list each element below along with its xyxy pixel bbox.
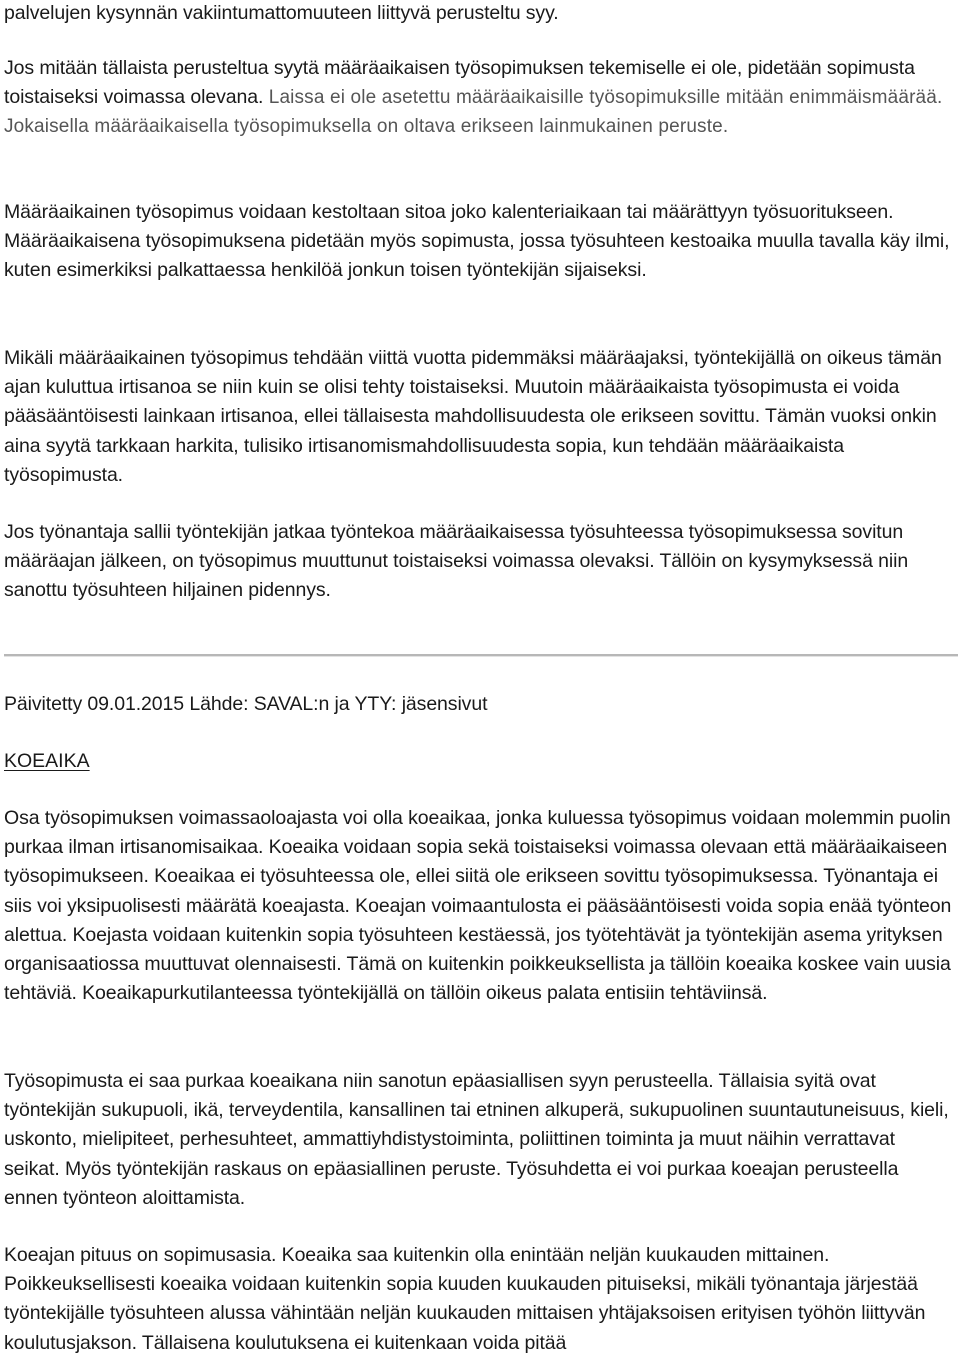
paragraph-improper-grounds: Työsopimusta ei saa purkaa koeaikana niin sanotun epäasiallisen syyn perusteella. Tällaisia syitä ovat työntekijän sukupuoli, ikä, terveydentila, kansallinen tai etninen alkuperä, sukupuolinen suuntautuneisuus, kieli, uskonto, mielipiteet, perhesuhteet, ammattiyhdistystoiminta, poliittinen toiminta ja muut näihin verrattavat seikat. Myös työntekijän raskaus on epäasiallinen peruste. Työsuhdetta ei voi purkaa koeajan perusteella ennen työnteon aloittamista. <box>4 1070 949 1209</box>
paragraph-no-reason-start: Jos mitään tällaista perusteltua syytä määräaikaisen työsopimuksen tekemiselle ei ole, pidetään sopimusta toistaiseksi voimassa olevana. <box>4 57 915 109</box>
intro-fragment: palvelujen kysynnän vakiintumattomuuteen liittyvä perusteltu syy. <box>4 2 559 24</box>
horizontal-divider <box>4 654 958 657</box>
paragraph-no-reason <box>4 54 954 142</box>
paragraph-five-years: Mikäli määräaikainen työsopimus tehdään viittä vuotta pidemmäksi määräajaksi, työntekijällä on oikeus tämän ajan kuluttua irtisanoa se niin kuin se olisi tehty toistaiseksi. Muutoin määräaikaista työsopimusta ei voida pääsääntöisesti lainkaan irtisanoa, ellei tällaisesta mahdollisuudesta ole erikseen sovittu. Tämän vuoksi onkin aina syytä tarkkaan harkita, tulisiko irtisanomismahdollisuudesta sopia, kun tehdään määräaikaista työsopimusta. <box>4 347 942 486</box>
section-heading-koeaika: KOEAIKA <box>4 750 90 772</box>
updated-source-line: Päivitetty 09.01.2015 Lähde: SAVAL:n ja YTY: jäsensivut <box>4 693 488 715</box>
paragraph-fixed-term-duration: Määräaikainen työsopimus voidaan kestoltaan sitoa joko kalenteriaikaan tai määrättyyn työsuoritukseen. Määräaikaisena työsopimuksena pidetään myös sopimusta, jossa työsuhteen kestoaika muulla tavalla käy ilmi, kuten esimerkiksi palkattaessa henkilöä jonkun toisen työntekijän sijaiseksi. <box>4 201 950 282</box>
paragraph-no-reason-rest: Laissa ei ole asetettu määräaikaisille työsopimuksille mitään enimmäismäärää. Jokaisella määräaikaisella työsopimuksella on oltava erikseen lainmukainen peruste. <box>4 87 943 138</box>
paragraph-trial-length: Koeajan pituus on sopimusasia. Koeaika saa kuitenkin olla enintään neljän kuukauden mittainen. Poikkeuksellisesti koeaika voidaan kuitenkin sopia kuuden kuukauden pituiseksi, mikäli työnantaja järjestää työntekijälle työsuhteen alussa vähintään neljän kuukauden mittaisen yhtäjaksoisen erityisen työhön liittyvän koulutusjakson. Tällaisena koulutuksena ei kuitenkaan voida pitää <box>4 1244 926 1354</box>
paragraph-silent-extension: Jos työnantaja sallii työntekijän jatkaa työntekoa määräaikaisessa työsuhteessa työsopimuksessa sovitun määräajan jälkeen, on työsopimus muuttunut toistaiseksi voimassa olevaksi. Tällöin on kysymyksessä niin sanottu työsuhteen hiljainen pidennys. <box>4 521 909 602</box>
paragraph-trial-period: Osa työsopimuksen voimassaoloajasta voi olla koeaikaa, jonka kuluessa työsopimus voidaan molemmin puolin purkaa ilman irtisanomisaikaa. Koeaika voidaan sopia sekä toistaiseksi voimassa olevaan että määräaikaiseen työsopimukseen. Koeaikaa ei työsuhteessa ole, ellei siitä ole erikseen sovittu työsopimuksessa. Työnantaja ei siis voi yksipuolisesti määrätä koeajasta. Koeajan voimaantulosta ei pääsääntöisesti voida sopia enää työnteon alettua. Koejasta voidaan kuitenkin sopia työsuhteen kestäessä, jos työtehtävät ja työntekijän asema yrityksen organisaatiossa muuttuvat olennaisesti. Tämä on kuitenkin poikkeuksellista ja tällöin koeaika koskee vain uusia tehtäviä. Koeaikapurkutilanteessa työntekijällä on tällöin oikeus palata entisiin tehtäviinsä. <box>4 807 952 1005</box>
